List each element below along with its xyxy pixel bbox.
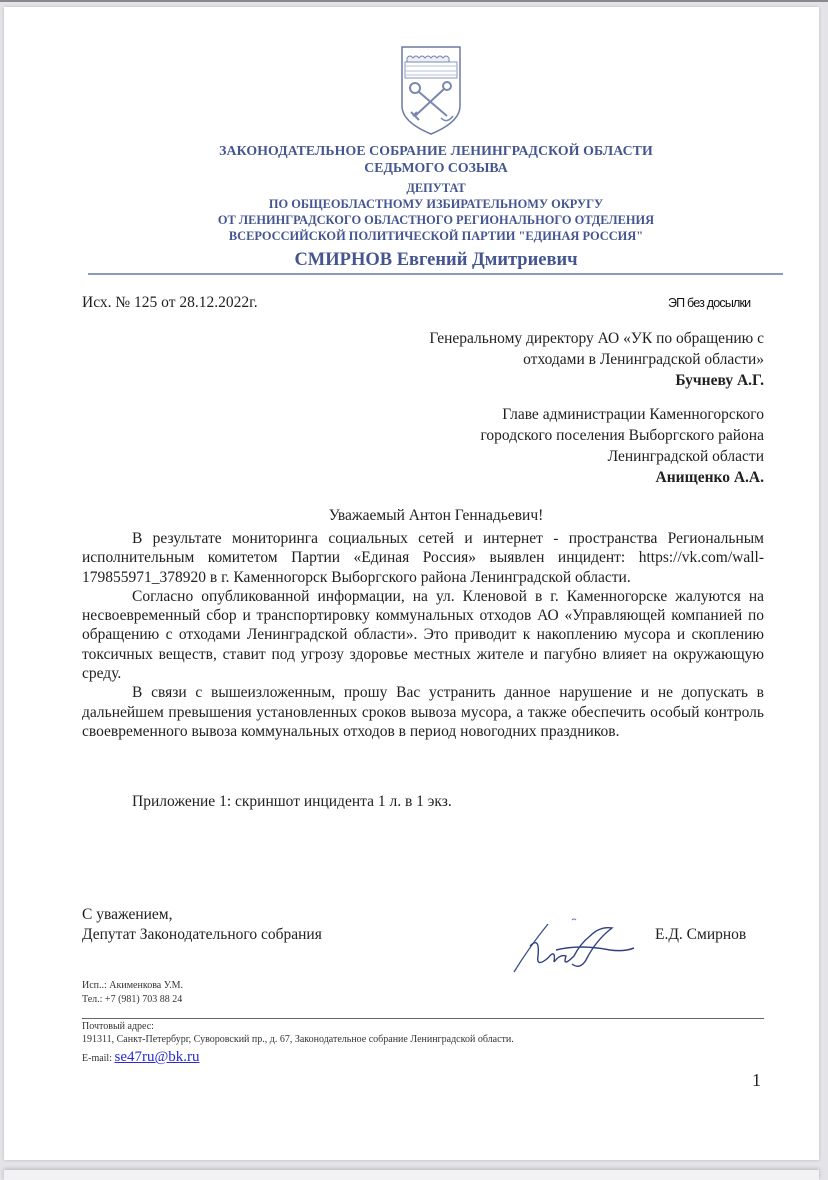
header-deputy-name: СМИРНОВ Евгений Дмитриевич (294, 250, 578, 270)
letter-body (82, 529, 764, 741)
paragraph: Согласно опубликованной информации, на ул. Кленовой в г. Каменногорске жалуются на несвоевременный сбор и транспортировку коммунальных отходов АО «Управляющей компанией по обращению с отходами Ленинградской области». Это приводит к накоплению мусора и скоплению токсичных веществ, ставит под угрозу здоровье местных жителе и пагубно влияет на окружающую среду. (82, 587, 764, 683)
addressee-2-line: Главе администрации Каменногорского (502, 406, 764, 423)
header-branch: ОТ ЛЕНИНГРАДСКОГО ОБЛАСТНОГО РЕГИОНАЛЬНОГО ОТДЕЛЕНИЯ (217, 213, 655, 227)
signature-icon (500, 910, 650, 976)
page-number: 1 (752, 1070, 761, 1090)
addressee-1-line: Генеральному директору АО «УК по обращению с (429, 330, 764, 347)
addressee-2 (480, 404, 764, 488)
addressee-1-name: Бучневу А.Г. (675, 372, 764, 389)
header-party: ВСЕРОССИЙСКОЙ ПОЛИТИЧЕСКОЙ ПАРТИИ "ЕДИНАЯ РОССИЯ" (228, 229, 644, 243)
email-label: E-mail: (82, 1053, 115, 1064)
footer-divider (82, 1018, 764, 1019)
executor: Исп..: Акименкова У.М. (82, 980, 184, 991)
header-assembly-title: ЗАКОНОДАТЕЛЬНОЕ СОБРАНИЕ ЛЕНИНГРАДСКОЙ ОБЛАСТИ (219, 143, 653, 158)
greeting: Уважаемый Антон Геннадьевич! (328, 507, 544, 524)
signer-name: Е.Д. Смирнов (655, 926, 747, 943)
paragraph: В результате мониторинга социальных сетей и интернет - пространства Региональным исполнительным комитетом Партии «Единая Россия» выявлен инцидент: https://vk.com/wall-179855971_378920 в г. Каменногорск Выборгского района Ленинградской области. (82, 530, 764, 586)
header-divider (88, 273, 783, 275)
header-deputy: ДЕПУТАТ (406, 181, 466, 195)
addressee-1 (429, 328, 764, 391)
paragraph: В связи с вышеизложенным, прошу Вас устранить данное нарушение и не допускать в дальнейшем превышения установленных сроков вывоза мусора, а также обеспечить особый контроль своевременного вывоза коммунальных отходов в период новогодних праздников. (82, 684, 764, 740)
outgoing-number: Исх. № 125 от 28.12.2022г. (82, 294, 258, 311)
closing-regards: С уважением, (82, 906, 173, 923)
coat-of-arms-icon (399, 44, 463, 136)
header-district: ПО ОБЩЕОБЛАСТНОМУ ИЗБИРАТЕЛЬНОМУ ОКРУГУ (268, 197, 604, 211)
header-convocation: СЕДЬМОГО СОЗЫВА (364, 160, 508, 175)
addressee-1-line: отходами в Ленинградской области» (523, 351, 764, 368)
addressee-2-line: городского поселения Выборгского района (480, 427, 764, 444)
addressee-2-line: Ленинградской области (607, 448, 764, 465)
executor-phone: Тел.: +7 (981) 703 88 24 (82, 994, 183, 1005)
next-page-edge (4, 1170, 819, 1180)
attachment-note: Приложение 1: скриншот инцидента 1 л. в 1 экз. (132, 793, 452, 810)
addressee-2-name: Анищенко А.А. (655, 469, 764, 486)
delivery-note: ЭП без досылки (668, 296, 751, 310)
postal-label: Почтовый адрес: (82, 1021, 154, 1032)
email-row (82, 1049, 200, 1066)
email-link[interactable]: se47ru@bk.ru (114, 1049, 200, 1065)
closing-position: Депутат Законодательного собрания (82, 926, 322, 943)
postal-address: 191311, Санкт-Петербург, Суворовский пр., д. 67, Законодательное собрание Ленинградской области. (82, 1034, 514, 1045)
viewer-top-bar (0, 0, 828, 2)
